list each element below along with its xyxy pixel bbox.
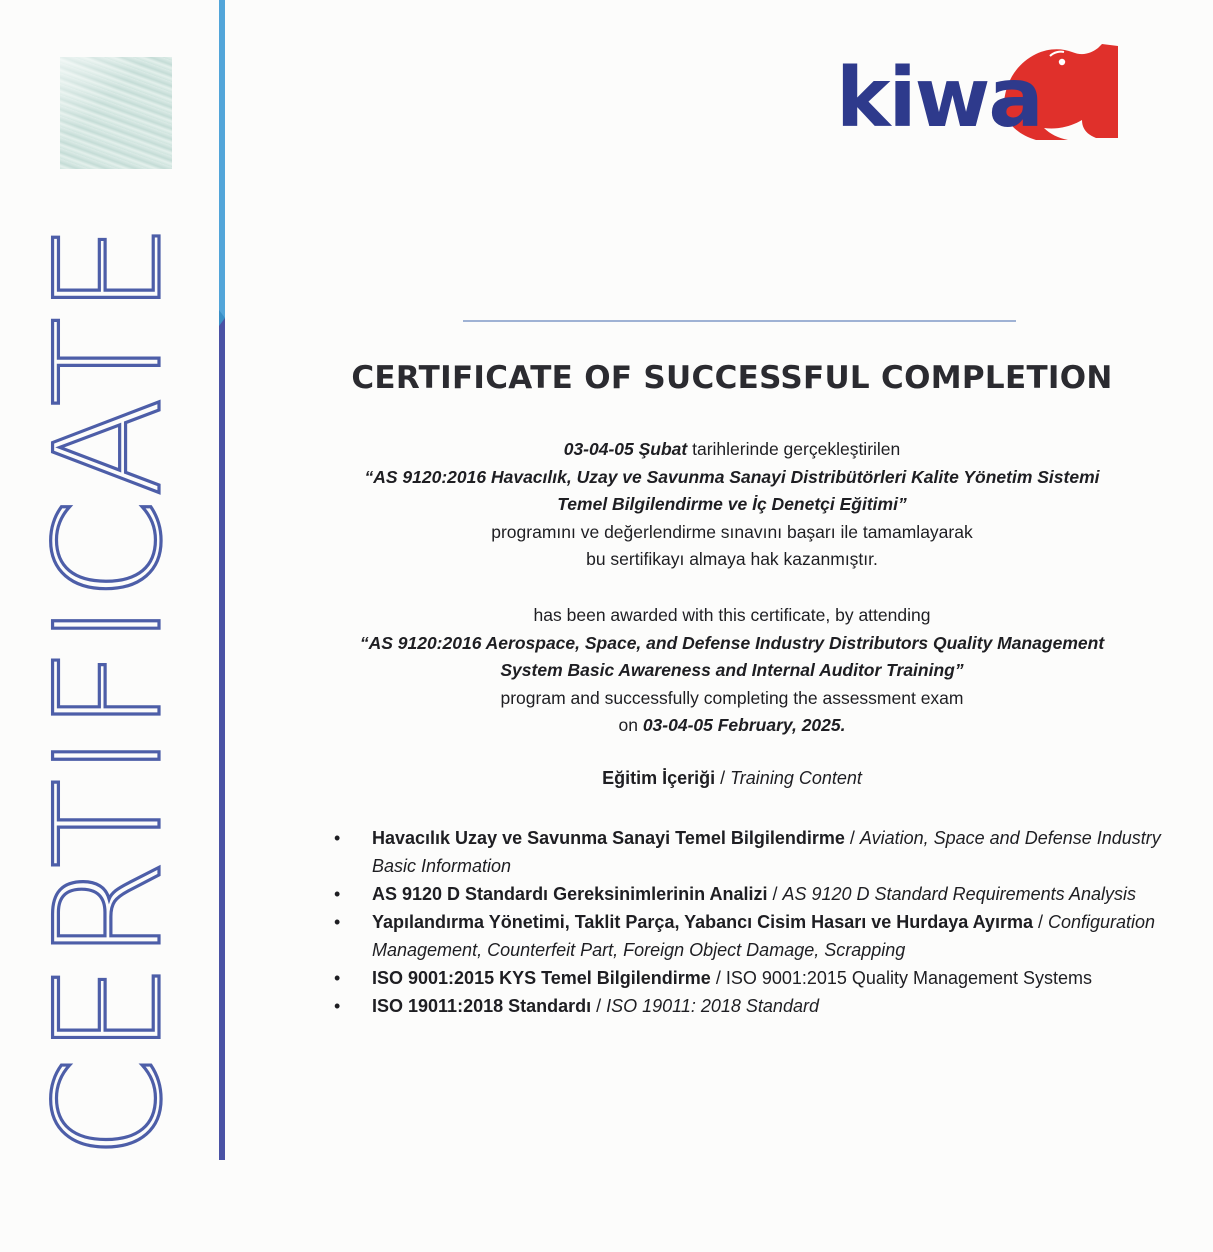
kiwa-logo-graphic xyxy=(836,40,1126,150)
english-date-line xyxy=(232,712,1213,740)
turkish-line-3: programını ve değerlendirme sınavını başarı ile tamamlayarak xyxy=(491,521,973,542)
turkish-statement xyxy=(232,436,1213,574)
vertical-certificate-text: CERTIFICATE xyxy=(24,220,194,1160)
item-en: ISO 19011: 2018 Standard xyxy=(606,996,819,1016)
vertical-certificate-word xyxy=(24,220,194,1160)
training-content-list xyxy=(330,824,1170,1020)
item-tr: Yapılandırma Yönetimi, Taklit Parça, Yabancı Cisim Hasarı ve Hurdaya Ayırma xyxy=(372,912,1033,932)
turkish-date: 03-04-05 Şubat xyxy=(563,439,688,459)
english-date: 03-04-05 February, 2025. xyxy=(642,715,846,735)
english-statement xyxy=(232,602,1213,740)
turkish-line-4: bu sertifikayı almaya hak kazanmıştır. xyxy=(586,549,878,569)
item-sep: / xyxy=(844,828,860,848)
english-on: on xyxy=(618,715,643,735)
bullet-icon: • xyxy=(334,884,341,904)
heading-separator: / xyxy=(715,768,731,788)
bullet-icon: • xyxy=(334,828,341,848)
list-item xyxy=(330,880,1170,908)
kiwa-logo-word: kiwa xyxy=(836,51,1042,146)
list-item xyxy=(330,908,1170,964)
turkish-date-line xyxy=(232,436,1213,464)
bullet-icon: • xyxy=(334,912,341,932)
turkish-date-suffix: tarihlerinde gerçekleştirilen xyxy=(687,439,901,459)
item-en: AS 9120 D Standard Requirements Analysis xyxy=(782,884,1137,904)
vertical-rule-light xyxy=(219,0,225,318)
item-en: ISO 9001:2015 Quality Management Systems xyxy=(725,968,1093,988)
turkish-program-line-1: “AS 9120:2016 Havacılık, Uzay ve Savunma Sanayi Distribütörleri Kalite Yönetim Sistemi xyxy=(364,466,1100,487)
vertical-rule-dark xyxy=(219,318,225,1160)
item-en: Configuration Management, Counterfeit Part, Foreign Object Damage, Scrapping xyxy=(372,912,1156,960)
english-program-line-1: “AS 9120:2016 Aerospace, Space, and Defense Industry Distributors Quality Management xyxy=(359,632,1105,653)
item-sep: / xyxy=(591,996,607,1016)
item-tr: ISO 19011:2018 Standardı xyxy=(372,996,592,1016)
training-content-heading xyxy=(232,768,1213,789)
turkish-program-line-2: Temel Bilgilendirme ve İç Denetçi Eğitimi” xyxy=(557,494,907,514)
item-sep: / xyxy=(710,968,726,988)
list-item xyxy=(330,964,1170,992)
list-item xyxy=(330,992,1170,1020)
item-tr: ISO 9001:2015 KYS Temel Bilgilendirme xyxy=(372,968,711,988)
english-line-3: program and successfully completing the assessment exam xyxy=(500,687,964,708)
hologram-seal xyxy=(60,57,172,169)
kiwa-logo xyxy=(836,40,1126,150)
heading-tr: Eğitim İçeriği xyxy=(602,768,716,788)
certificate-title: CERTIFICATE OF SUCCESSFUL COMPLETION xyxy=(351,360,1113,396)
item-sep: / xyxy=(767,884,783,904)
vertical-rule-notch xyxy=(219,310,225,326)
heading-en: Training Content xyxy=(730,768,862,788)
item-en: Aviation, Space and Defense Industry Basic Information xyxy=(372,828,1161,876)
bullet-icon: • xyxy=(334,996,341,1016)
item-tr: Havacılık Uzay ve Savunma Sanayi Temel Bilgilendirme xyxy=(372,828,845,848)
english-program-line-2: System Basic Awareness and Internal Auditor Training” xyxy=(500,660,964,680)
item-sep: / xyxy=(1032,912,1048,932)
english-line-1: has been awarded with this certificate, by attending xyxy=(533,605,931,625)
title-divider xyxy=(463,320,1016,322)
item-tr: AS 9120 D Standardı Gereksinimlerinin Analizi xyxy=(372,884,768,904)
bullet-icon: • xyxy=(334,968,341,988)
list-item xyxy=(330,824,1170,880)
